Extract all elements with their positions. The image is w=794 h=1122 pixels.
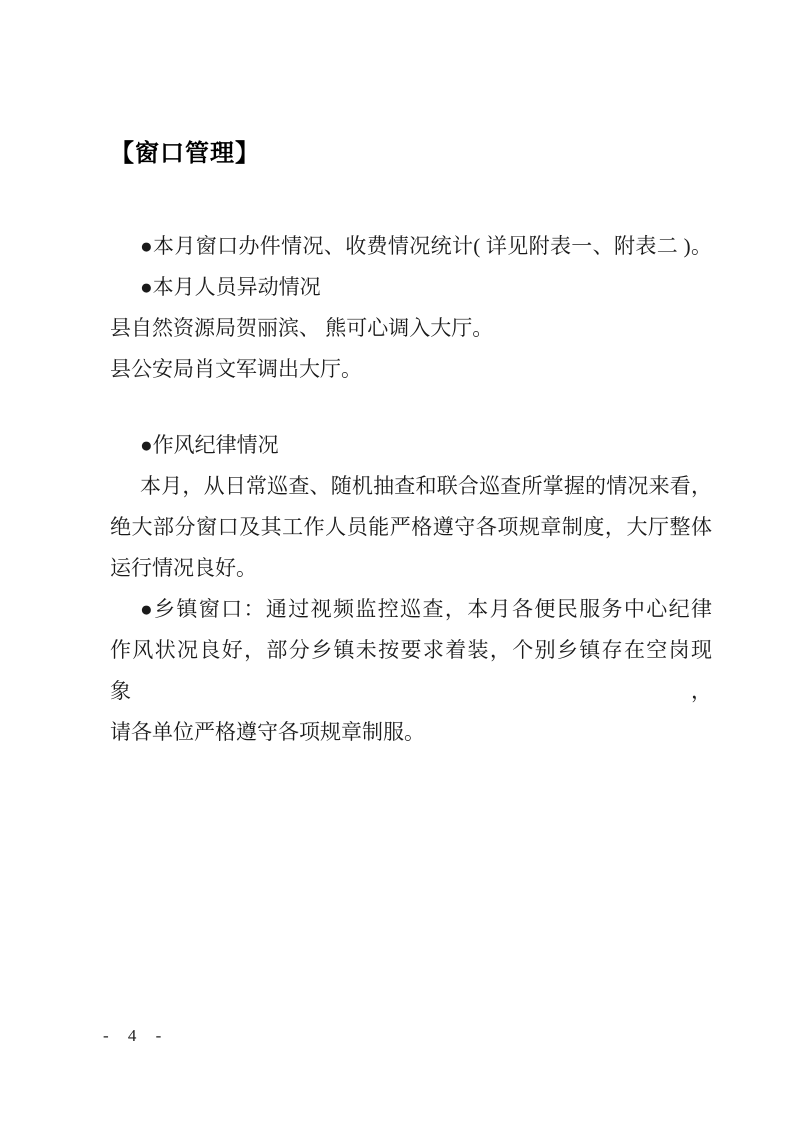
page-number: - 4 - bbox=[103, 1026, 165, 1045]
text-line-township-3: 请各单位严格遵守各项规章制服。 bbox=[110, 720, 425, 744]
text-line-discipline-3: 运行情况良好。 bbox=[110, 556, 257, 580]
section-heading: 【窗口管理】 bbox=[110, 140, 260, 167]
document-body bbox=[110, 226, 712, 753]
text-line-transfer-out: 县公安局肖文军调出大厅。 bbox=[110, 357, 362, 381]
text-line-township-2: 作风状况良好，部分乡镇未按要求着装，个别乡镇存在空岗现象， bbox=[110, 638, 712, 703]
bullet-line-discipline: ●作风纪律情况 bbox=[140, 433, 279, 457]
text-line-discipline-1: 本月，从日常巡查、随机抽查和联合巡查所掌握的情况来看， bbox=[140, 474, 712, 498]
text-line-discipline-2: 绝大部分窗口及其工作人员能严格遵守各项规章制度，大厅整体 bbox=[110, 515, 712, 539]
bullet-line-personnel-changes: ●本月人员异动情况 bbox=[140, 275, 321, 299]
text-line-transfer-in: 县自然资源局贺丽滨、 熊可心调入大厅。 bbox=[110, 316, 494, 340]
bullet-line-monthly-stats: ●本月窗口办件情况、收费情况统计( 详见附表一、附表二 )。 bbox=[140, 234, 712, 258]
bullet-line-township-windows: ●乡镇窗口：通过视频监控巡查，本月各便民服务中心纪律 bbox=[140, 597, 712, 621]
